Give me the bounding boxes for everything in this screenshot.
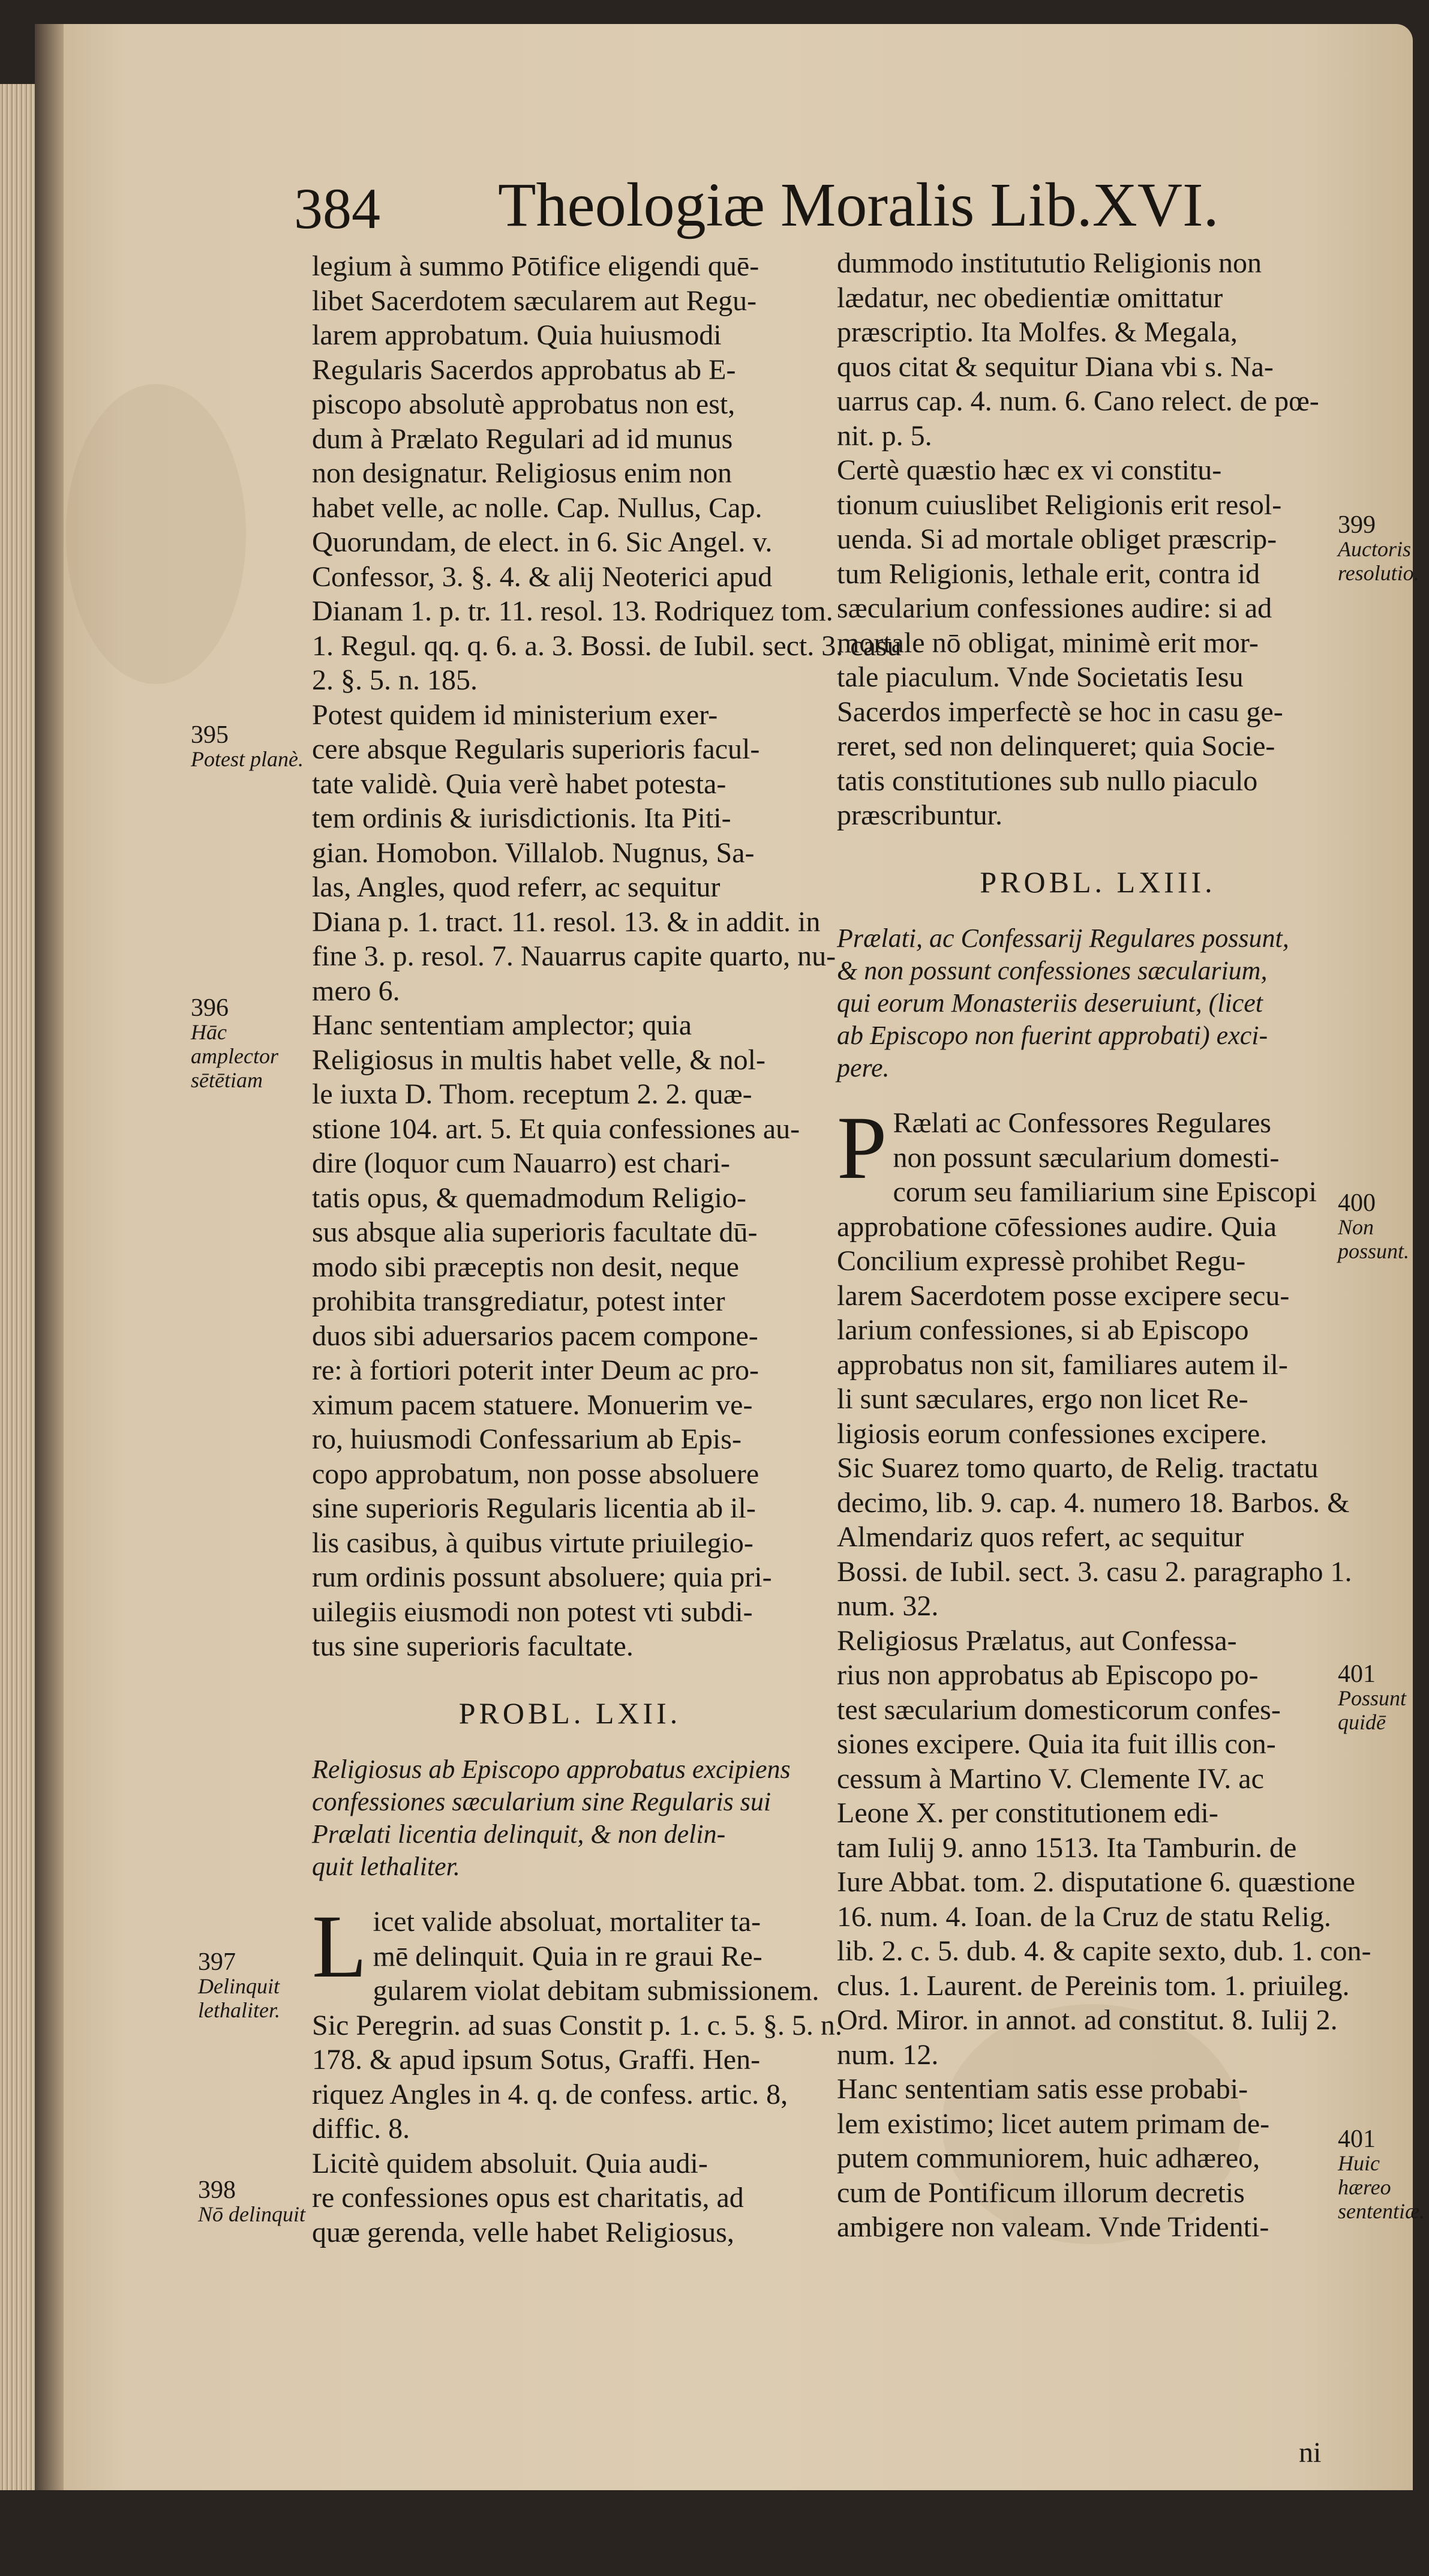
text-line: lem existimo; licet autem primam de- bbox=[837, 2107, 1270, 2140]
text-line: icet valide absoluat, mortaliter ta- bbox=[373, 1906, 761, 1938]
text-line: num. 32. bbox=[837, 1590, 939, 1622]
text-line: libet Sacerdotem sæcularem aut Regu- bbox=[312, 284, 757, 317]
text-line: qui eorum Monasteriis deseruiunt, (licet bbox=[837, 988, 1263, 1018]
text-line: non possunt sæcularium domesti- bbox=[893, 1141, 1280, 1174]
text-line: rius non approbatus ab Episcopo po- bbox=[837, 1659, 1259, 1691]
text-line: Prælati licentia delinquit, & non delin- bbox=[312, 1819, 726, 1849]
margin-note-number: 399 bbox=[1338, 511, 1376, 539]
margin-note-number: 395 bbox=[191, 721, 229, 749]
margin-note-number: 396 bbox=[191, 994, 229, 1022]
text-line: duos sibi aduersarios pacem compone- bbox=[312, 1320, 758, 1352]
text-line: pere. bbox=[837, 1053, 890, 1082]
text-line: diffic. 8. bbox=[312, 2113, 410, 2145]
text-line: habet velle, ac nolle. Cap. Nullus, Cap. bbox=[312, 491, 762, 524]
text-line: præscriptio. Ita Molfes. & Megala, bbox=[837, 316, 1238, 348]
right-paragraph-2 bbox=[837, 453, 1359, 833]
text-line: mortale nō obligat, minimè erit mor- bbox=[837, 626, 1259, 659]
text-line: sus absque alia superioris facultate dū- bbox=[312, 1216, 758, 1248]
text-line: num. 12. bbox=[837, 2038, 939, 2071]
text-line: ab Episcopo non fuerint approbati) exci- bbox=[837, 1021, 1268, 1050]
right-paragraph-1 bbox=[837, 246, 1359, 453]
drop-cap-P: P bbox=[837, 1098, 887, 1198]
text-line: uarrus cap. 4. num. 6. Cano relect. de pœ- bbox=[837, 385, 1319, 417]
text-line: Certè quæstio hæc ex vi constitu- bbox=[837, 454, 1222, 486]
page-edge-shadow bbox=[35, 24, 64, 2550]
text-line: las, Angles, quod referr, ac sequitur bbox=[312, 871, 720, 903]
text-line: lib. 2. c. 5. dub. 4. & capite sexto, dub. 1. con- bbox=[837, 1935, 1371, 1967]
text-line: dummodo institututio Religionis non bbox=[837, 247, 1262, 279]
margin-note-396 bbox=[191, 996, 308, 1092]
text-line: approbatus non sit, familiares autem il- bbox=[837, 1348, 1288, 1381]
text-line: Sic Peregrin. ad suas Constit p. 1. c. 5. §. 5. n. bbox=[312, 2009, 842, 2041]
text-line: mero 6. bbox=[312, 974, 400, 1007]
text-line: Regularis Sacerdos approbatus ab E- bbox=[312, 353, 736, 386]
margin-note-number: 398 bbox=[198, 2176, 236, 2204]
text-line: Sacerdos imperfectè se hoc in casu ge- bbox=[837, 695, 1283, 728]
margin-note-text: Potest planè. bbox=[191, 747, 304, 771]
text-line: Ord. Miror. in annot. ad constitut. 8. Iulij 2. bbox=[837, 2004, 1338, 2036]
text-line: cessum à Martino V. Clemente IV. ac bbox=[837, 1762, 1264, 1795]
running-title: Theologiæ Moralis Lib.XVI. bbox=[498, 170, 1219, 239]
text-line: tate validè. Quia verè habet potesta- bbox=[312, 767, 726, 800]
text-line: riquez Angles in 4. q. de confess. artic. 8, bbox=[312, 2078, 788, 2110]
text-line: stione 104. art. 5. Et quia confessiones au- bbox=[312, 1112, 800, 1145]
margin-note-397 bbox=[198, 1950, 306, 2022]
text-line: dum à Prælato Regulari ad id munus bbox=[312, 422, 733, 455]
text-line: legium à summo Pōtifice eligendi quē- bbox=[312, 250, 759, 282]
margin-note-text: Possunt quidē bbox=[1338, 1686, 1407, 1734]
text-line: dire (loquor cum Nauarro) est chari- bbox=[312, 1147, 731, 1179]
text-line: modo sibi præceptis non desit, neque bbox=[312, 1250, 739, 1283]
text-line: lis casibus, à quibus virtute priuilegio- bbox=[312, 1527, 753, 1559]
text-line: tatis constitutiones sub nullo piaculo bbox=[837, 764, 1258, 797]
margin-note-401b bbox=[1338, 2127, 1425, 2223]
text-line: Bossi. de Iubil. sect. 3. casu 2. paragrapho 1. bbox=[837, 1555, 1352, 1588]
catchword: ni bbox=[1299, 2437, 1322, 2469]
text-line: tatis opus, & quemadmodum Religio- bbox=[312, 1181, 746, 1214]
text-line: ximum pacem statuere. Monuerim ve- bbox=[312, 1389, 753, 1421]
probl-63-summary bbox=[837, 922, 1359, 1084]
margin-note-text: Auctoris resolutio. bbox=[1338, 537, 1419, 585]
text-line: tum Religionis, lethale erit, contra id bbox=[837, 557, 1260, 590]
probl-62-summary bbox=[312, 1753, 828, 1883]
margin-note-text: Hāc amplector sētētiam bbox=[191, 1020, 278, 1092]
text-line: larem Sacerdotem posse excipere secu- bbox=[837, 1279, 1290, 1312]
text-line: tus sine superioris facultate. bbox=[312, 1630, 634, 1662]
text-line: non designatur. Religiosus enim non bbox=[312, 457, 732, 489]
text-line: decimo, lib. 9. cap. 4. numero 18. Barbos. & bbox=[837, 1486, 1350, 1519]
text-line: putem communiorem, huic adhæreo, bbox=[837, 2142, 1260, 2174]
text-line: quæ gerenda, velle habet Religiosus, bbox=[312, 2216, 734, 2248]
right-paragraph-3 bbox=[837, 1098, 1359, 1624]
text-line: gularem violat debitam submissionem. bbox=[373, 1975, 819, 2007]
text-line: fine 3. p. resol. 7. Nauarrus capite quarto, nu- bbox=[312, 940, 836, 972]
margin-note-text: Non possunt. bbox=[1338, 1215, 1410, 1263]
text-line: rum ordinis possunt absoluere; quia pri- bbox=[312, 1561, 772, 1593]
margin-note-number: 401 bbox=[1338, 2125, 1376, 2153]
margin-note-number: 400 bbox=[1338, 1189, 1376, 1217]
text-line: Rælati ac Confessores Regulares bbox=[893, 1107, 1271, 1139]
text-line: Prælati, ac Confessarij Regulares possunt, bbox=[837, 923, 1289, 953]
text-line: 2. §. 5. n. 185. bbox=[312, 664, 478, 696]
margin-note-number: 397 bbox=[198, 1948, 236, 1976]
text-line: uenda. Si ad mortale obliget præscrip- bbox=[837, 523, 1277, 555]
margin-note-text: Huic hæreo sententiæ. bbox=[1338, 2151, 1425, 2223]
text-line: Sic Suarez tomo quarto, de Relig. tractatu bbox=[837, 1452, 1319, 1484]
text-line: tionum cuiuslibet Religionis erit resol- bbox=[837, 488, 1282, 521]
text-line: siones excipere. Quia ita fuit illis con- bbox=[837, 1728, 1276, 1760]
text-line: tam Iulij 9. anno 1513. Ita Tamburin. de bbox=[837, 1831, 1297, 1864]
text-line: Concilium expressè prohibet Regu- bbox=[837, 1245, 1246, 1277]
text-line: piscopo absolutè approbatus non est, bbox=[312, 388, 735, 420]
left-paragraph-2 bbox=[312, 698, 836, 1009]
text-line: tem ordinis & iurisdictionis. Ita Piti- bbox=[312, 802, 731, 834]
text-line: Potest quidem id ministerium exer- bbox=[312, 698, 718, 731]
left-paragraph-3 bbox=[312, 1008, 828, 1664]
right-paragraph-3-text bbox=[837, 1098, 1359, 1624]
margin-note-395 bbox=[191, 723, 305, 771]
text-line: Religiosus ab Episcopo approbatus excipiens bbox=[312, 1755, 791, 1784]
left-paragraph-5 bbox=[312, 2146, 828, 2250]
text-line: Leone X. per constitutionem edi- bbox=[837, 1797, 1218, 1829]
margin-note-401a bbox=[1338, 1662, 1425, 1734]
text-line: sine superioris Regularis licentia ab il- bbox=[312, 1492, 756, 1524]
right-paragraph-5 bbox=[837, 2072, 1359, 2245]
probl-63-heading: PROBL. LXIII. bbox=[980, 865, 1216, 899]
text-line: Almendariz quos refert, ac sequitur bbox=[837, 1521, 1244, 1553]
margin-note-text: Delinquit lethaliter. bbox=[198, 1974, 280, 2022]
probl-62-heading: PROBL. LXII. bbox=[458, 1696, 682, 1730]
text-line: Dianam 1. p. tr. 11. resol. 13. Rodriquez tom. bbox=[312, 595, 833, 627]
paper-stain bbox=[66, 384, 246, 684]
right-text-column bbox=[837, 246, 1371, 2245]
page-number: 384 bbox=[294, 176, 380, 241]
text-line: Religiosus in multis habet velle, & nol- bbox=[312, 1043, 765, 1076]
text-line: & non possunt confessiones sæcularium, bbox=[837, 956, 1268, 985]
text-line: corum seu familiarium sine Episcopi bbox=[893, 1176, 1317, 1208]
text-line: Hanc sententiam amplector; quia bbox=[312, 1009, 692, 1041]
text-line: tale piaculum. Vnde Societatis Iesu bbox=[837, 661, 1244, 693]
text-line: quos citat & sequitur Diana vbi s. Na- bbox=[837, 350, 1274, 383]
text-line: ro, huiusmodi Confessarium ab Epis- bbox=[312, 1423, 741, 1455]
text-line: ambigere non valeam. Vnde Tridenti- bbox=[837, 2211, 1269, 2243]
text-line: Iure Abbat. tom. 2. disputatione 6. quæstione bbox=[837, 1866, 1355, 1898]
text-line: confessiones sæcularium sine Regularis sui bbox=[312, 1787, 771, 1816]
text-line: prohibita transgrediatur, potest inter bbox=[312, 1285, 725, 1317]
text-line: re: à fortiori poterit inter Deum ac pro- bbox=[312, 1354, 759, 1386]
margin-note-number: 401 bbox=[1338, 1660, 1376, 1688]
text-line: 178. & apud ipsum Sotus, Graffi. Hen- bbox=[312, 2044, 761, 2076]
text-line: quit lethaliter. bbox=[312, 1852, 460, 1881]
scan-bottom-edge bbox=[0, 2490, 1429, 2576]
margin-note-400 bbox=[1338, 1191, 1425, 1263]
text-line: Licitè quidem absoluit. Quia audi- bbox=[312, 2147, 708, 2179]
text-line: cum de Pontificum illorum decretis bbox=[837, 2176, 1245, 2209]
right-paragraph-4 bbox=[837, 1624, 1371, 2073]
text-line: Religiosus Prælatus, aut Confessa- bbox=[837, 1624, 1237, 1657]
text-line: li sunt sæculares, ergo non licet Re- bbox=[837, 1383, 1248, 1415]
left-paragraph-4-text bbox=[312, 1897, 842, 2146]
text-line: clus. 1. Laurent. de Pereinis tom. 1. priuileg. bbox=[837, 1969, 1350, 2002]
text-line: larium confessiones, si ab Episcopo bbox=[837, 1314, 1249, 1346]
text-line: re confessiones opus est charitatis, ad bbox=[312, 2182, 744, 2214]
text-line: reret, sed non delinqueret; quia Socie- bbox=[837, 730, 1275, 762]
margin-note-399 bbox=[1338, 513, 1425, 585]
text-line: test sæcularium domesticorum confes- bbox=[837, 1693, 1281, 1726]
text-line: le iuxta D. Thom. receptum 2. 2. quæ- bbox=[312, 1078, 752, 1110]
text-line: Diana p. 1. tract. 11. resol. 13. & in addit. in bbox=[312, 905, 821, 938]
text-line: Quorundam, de elect. in 6. Sic Angel. v. bbox=[312, 526, 773, 558]
text-line: cere absque Regularis superioris facul- bbox=[312, 733, 760, 765]
text-line: ligiosis eorum confessiones excipere. bbox=[837, 1417, 1268, 1450]
text-line: 16. num. 4. Ioan. de la Cruz de statu Relig. bbox=[837, 1900, 1331, 1933]
drop-cap-L: L bbox=[312, 1897, 367, 1996]
text-line: Confessor, 3. §. 4. & alij Neoterici apud bbox=[312, 560, 773, 593]
text-line: approbatione cōfessiones audire. Quia bbox=[837, 1210, 1277, 1243]
margin-note-398 bbox=[198, 2178, 318, 2226]
text-line: sæcularium confessiones audire: si ad bbox=[837, 592, 1272, 624]
text-line: præscribuntur. bbox=[837, 799, 1002, 831]
left-paragraph-4 bbox=[312, 1897, 842, 2146]
text-line: uilegiis eiusmodi non potest vti subdi- bbox=[312, 1596, 753, 1628]
text-line: nit. p. 5. bbox=[837, 419, 932, 452]
text-line: Hanc sententiam satis esse probabi- bbox=[837, 2073, 1248, 2105]
text-line: lædatur, nec obedientiæ omittatur bbox=[837, 281, 1223, 314]
text-line: gian. Homobon. Villalob. Nugnus, Sa- bbox=[312, 836, 755, 869]
text-line: larem approbatum. Quia huiusmodi bbox=[312, 319, 722, 351]
text-line: 1. Regul. qq. q. 6. a. 3. Bossi. de Iubil. sect. 3. casu bbox=[312, 629, 902, 662]
text-line: copo approbatum, non posse absoluere bbox=[312, 1458, 759, 1490]
text-line: mē delinquit. Quia in re graui Re- bbox=[373, 1940, 762, 1972]
margin-note-text: Nō delinquit bbox=[198, 2202, 305, 2226]
